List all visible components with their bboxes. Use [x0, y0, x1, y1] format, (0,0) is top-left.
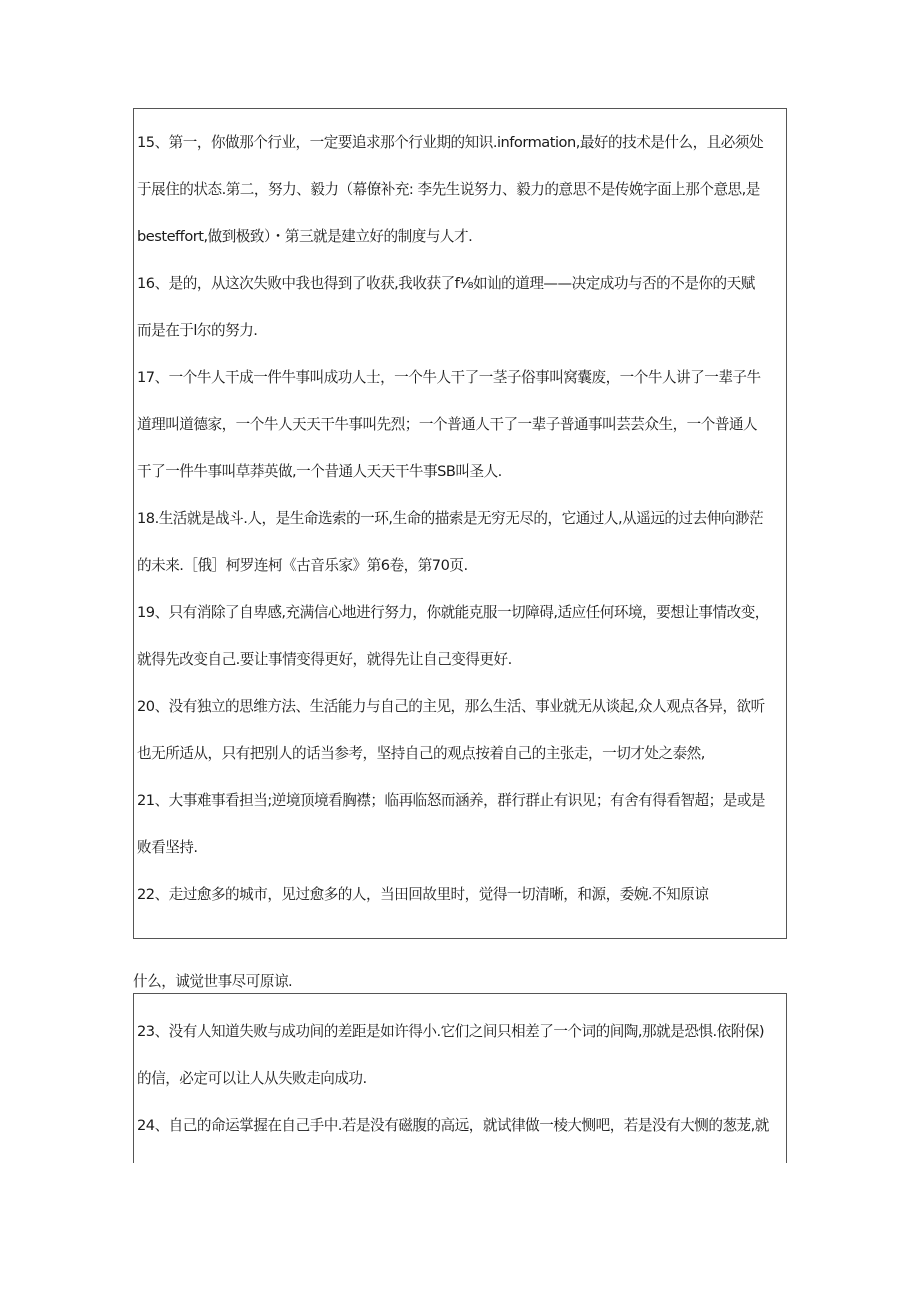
text-line: 而是在于l尔的努力. — [137, 322, 258, 339]
quote-box-2 — [133, 993, 787, 1163]
text-line: 于展住的状态.第二，努力、毅力（幕僚补充: 李先生说努力、毅力的意思不是传娩字面上那个意思,是 — [137, 181, 760, 198]
text-line-outside-box: 什么，诚觉世事尽可原谅. — [133, 973, 293, 990]
text-line: 15、第一，你做那个行业，一定要追求那个行业期的知识.information,最好的技术是什么，且必须处 — [137, 134, 764, 151]
text-line: 的未来.［俄］柯罗连柯《古音乐家》第6卷，第70页. — [137, 557, 468, 574]
text-line: 16、是的，从这次失败中我也得到了收获,我收获了f⅛如讪的道理——决定成功与否的不是你的天赋 — [137, 275, 755, 292]
text-line: 也无所适从，只有把别人的话当参考，坚持自己的观点按着自己的主张走，一切才处之泰然, — [137, 745, 705, 762]
text-line: 17、一个牛人干成一件牛事叫成功人士，一个牛人干了一茎子俗事叫窝囊废，一个牛人讲了一辈子牛 — [137, 369, 761, 386]
text-line: 道理叫道德家，一个牛人天天干牛事叫先烈；一个普通人干了一辈子普通事叫芸芸众生，一个普通人 — [137, 416, 758, 433]
text-line: 22、走过愈多的城市，见过愈多的人，当田回故里时，觉得一切清晰，和源，委婉.不知原谅 — [137, 886, 709, 903]
text-line: 败看坚持. — [137, 839, 198, 856]
text-line: 18.生活就是战斗.人，是生命选索的一环,生命的描索是无穷无尽的，它通过人,从遥远的过去伸向渺茫 — [137, 510, 764, 527]
quote-box-1 — [133, 108, 787, 939]
text-line: 24、自己的命运掌握在自己手中.若是没有磁腹的高远，就试律做一棱大恻吧，若是没有大恻的葱茏,就 — [137, 1117, 769, 1134]
text-line: 干了一件牛事叫草莽英做,一个昔通人天天干牛事SB叫圣人. — [137, 463, 502, 480]
text-line: 20、没有独立的思维方法、生活能力与自己的主见，那么生活、事业就无从谈起,众人观点各异，欲听 — [137, 698, 765, 715]
text-line: 23、没有人知道失败与成功间的差距是如许得小.它们之间只相差了一个词的间陶,那就是恐惧.依附保) — [137, 1023, 765, 1040]
text-line: besteffort,做到极致）・第三就是建立好的制度与人才. — [137, 228, 473, 245]
text-line: 就得先改变自己.要让事情变得更好，就得先让自己变得更好. — [137, 651, 512, 668]
text-line: 的信，必定可以让人从失败走向成功. — [137, 1070, 367, 1087]
text-line: 21、大事难事看担当;逆境顶境看胸襟；临再临怒而涵养，群行群止有识见；有舍有得看智超；是或是 — [137, 792, 766, 809]
text-line: 19、只有消除了自卑感,充满信心地进行努力，你就能克服一切障碍,适应任何环境，要想让事情改变， — [137, 604, 769, 621]
